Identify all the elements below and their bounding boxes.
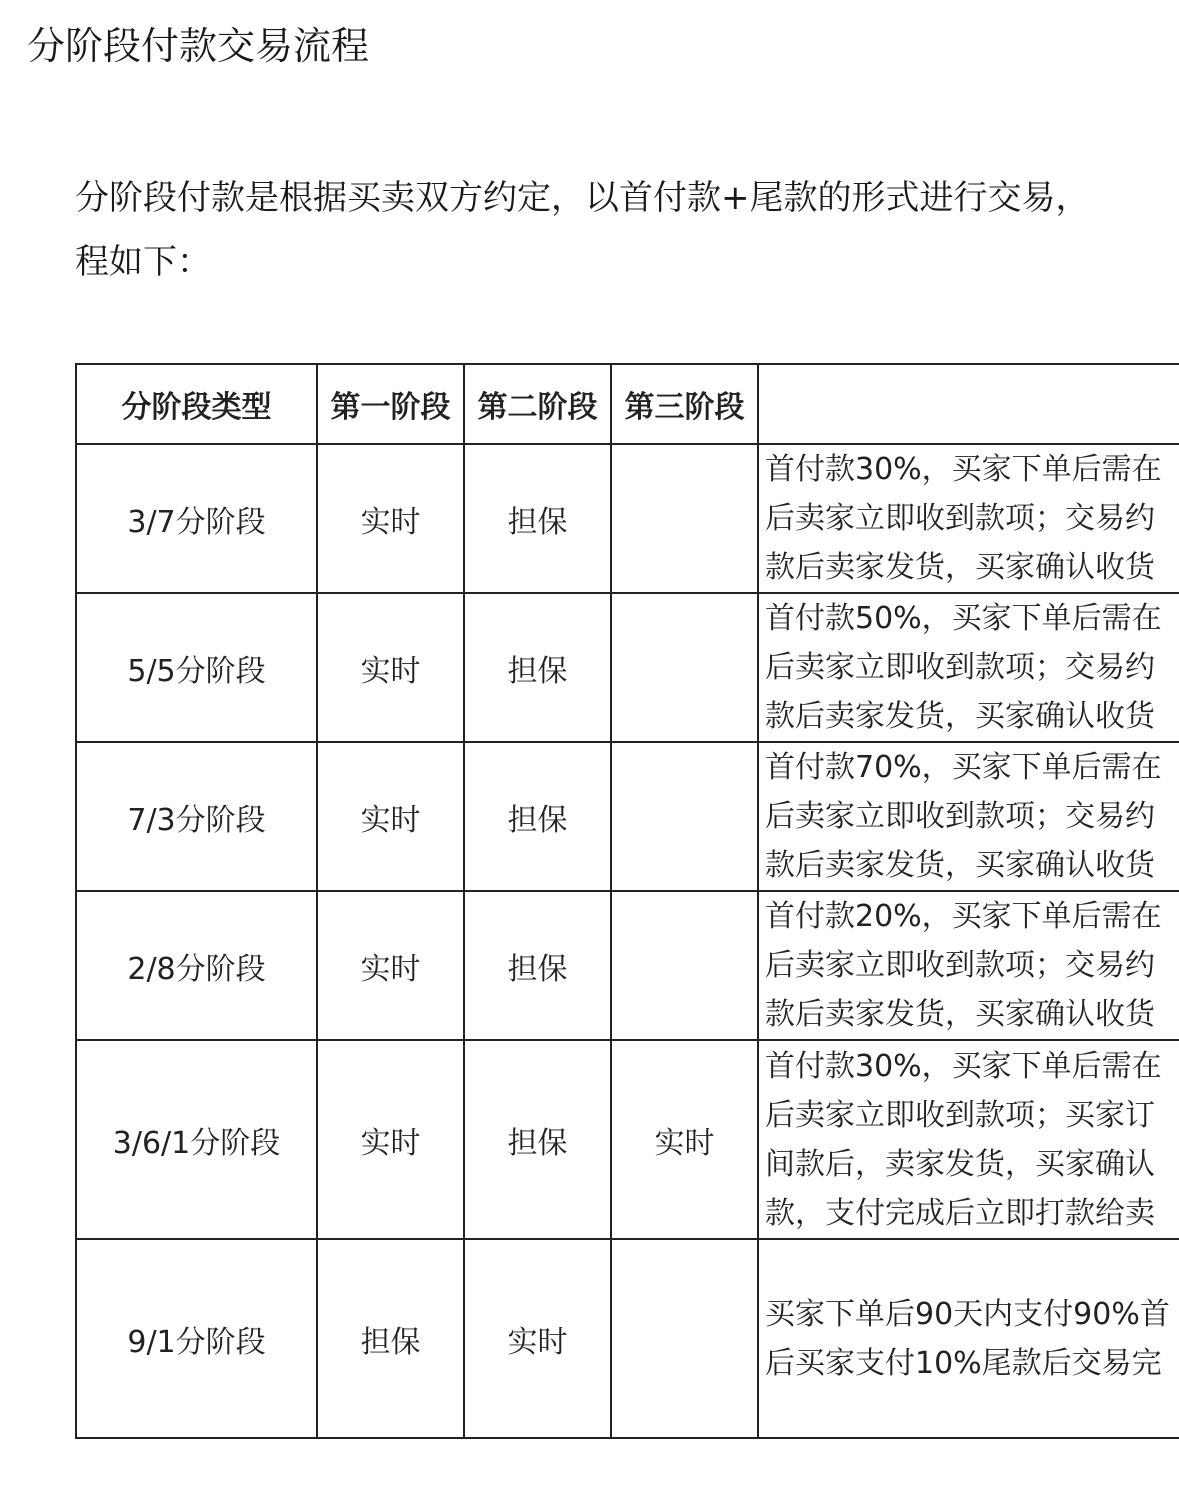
cell-description bbox=[758, 742, 1179, 891]
header-description bbox=[758, 364, 1179, 444]
description-line: 间款后，卖家发货，买家确认 bbox=[765, 1146, 1155, 1182]
table-row bbox=[76, 1040, 1179, 1239]
cell-stage-3 bbox=[611, 1239, 758, 1438]
table-row bbox=[76, 742, 1179, 891]
cell-stage-1: 实时 bbox=[317, 444, 464, 593]
description-line: 款后卖家发货，买家确认收货 bbox=[765, 997, 1155, 1032]
page-title: 分阶段付款交易流程 bbox=[27, 24, 370, 68]
cell-stage-3 bbox=[611, 593, 758, 742]
table-header-row bbox=[76, 364, 1179, 444]
cell-stage-1: 实时 bbox=[317, 742, 464, 891]
description-line: 首付款30%，买家下单后需在 bbox=[765, 452, 1162, 487]
cell-stage-type: 7/3分阶段 bbox=[76, 742, 317, 891]
description-line: 款，支付完成后立即打款给卖 bbox=[765, 1195, 1155, 1231]
cell-stage-3 bbox=[611, 444, 758, 593]
description-line: 款后卖家发货，买家确认收货 bbox=[765, 699, 1155, 734]
intro-line-2: 程如下： bbox=[75, 242, 211, 282]
cell-stage-3 bbox=[611, 891, 758, 1040]
header-stage-type: 分阶段类型 bbox=[76, 364, 317, 444]
description-line: 首付款70%，买家下单后需在 bbox=[765, 750, 1162, 785]
stage-payment-table bbox=[75, 363, 1179, 1439]
description-line: 后卖家立即收到款项；交易约 bbox=[765, 650, 1155, 685]
description-line: 后卖家立即收到款项；交易约 bbox=[765, 799, 1155, 834]
description-line: 后卖家立即收到款项；买家订 bbox=[765, 1097, 1155, 1133]
description-line: 首付款30%，买家下单后需在 bbox=[765, 1048, 1162, 1084]
cell-description bbox=[758, 891, 1179, 1040]
description-line: 首付款20%，买家下单后需在 bbox=[765, 899, 1162, 934]
header-stage-3: 第三阶段 bbox=[611, 364, 758, 444]
cell-description bbox=[758, 1239, 1179, 1438]
cell-stage-type: 3/6/1分阶段 bbox=[76, 1040, 317, 1239]
header-stage-1: 第一阶段 bbox=[317, 364, 464, 444]
cell-stage-2: 担保 bbox=[464, 593, 611, 742]
cell-description bbox=[758, 1040, 1179, 1239]
description-line: 买家下单后90天内支付90%首 bbox=[765, 1296, 1170, 1332]
table-row bbox=[76, 593, 1179, 742]
cell-stage-2: 担保 bbox=[464, 1040, 611, 1239]
cell-stage-1: 担保 bbox=[317, 1239, 464, 1438]
cell-stage-2: 担保 bbox=[464, 444, 611, 593]
cell-stage-type: 5/5分阶段 bbox=[76, 593, 317, 742]
cell-description bbox=[758, 444, 1179, 593]
table-row bbox=[76, 444, 1179, 593]
intro-paragraph bbox=[75, 166, 1179, 294]
cell-stage-1: 实时 bbox=[317, 1040, 464, 1239]
cell-stage-3 bbox=[611, 742, 758, 891]
description-line: 后卖家立即收到款项；交易约 bbox=[765, 948, 1155, 983]
description-line: 款后卖家发货，买家确认收货 bbox=[765, 848, 1155, 883]
table-row bbox=[76, 891, 1179, 1040]
cell-stage-type: 2/8分阶段 bbox=[76, 891, 317, 1040]
description-line: 首付款50%，买家下单后需在 bbox=[765, 601, 1162, 636]
table-row bbox=[76, 1239, 1179, 1438]
cell-stage-2: 担保 bbox=[464, 742, 611, 891]
cell-description bbox=[758, 593, 1179, 742]
cell-stage-2: 担保 bbox=[464, 891, 611, 1040]
cell-stage-1: 实时 bbox=[317, 593, 464, 742]
intro-line-1: 分阶段付款是根据买卖双方约定，以首付款+尾款的形式进行交易， bbox=[75, 178, 1090, 218]
cell-stage-2: 实时 bbox=[464, 1239, 611, 1438]
description-line: 款后卖家发货，买家确认收货 bbox=[765, 550, 1155, 585]
stage-payment-table-container bbox=[75, 363, 1179, 1443]
header-stage-2: 第二阶段 bbox=[464, 364, 611, 444]
description-line: 后买家支付10%尾款后交易完 bbox=[765, 1345, 1162, 1381]
cell-stage-1: 实时 bbox=[317, 891, 464, 1040]
cell-stage-type: 3/7分阶段 bbox=[76, 444, 317, 593]
description-line: 后卖家立即收到款项；交易约 bbox=[765, 501, 1155, 536]
cell-stage-3: 实时 bbox=[611, 1040, 758, 1239]
cell-stage-type: 9/1分阶段 bbox=[76, 1239, 317, 1438]
